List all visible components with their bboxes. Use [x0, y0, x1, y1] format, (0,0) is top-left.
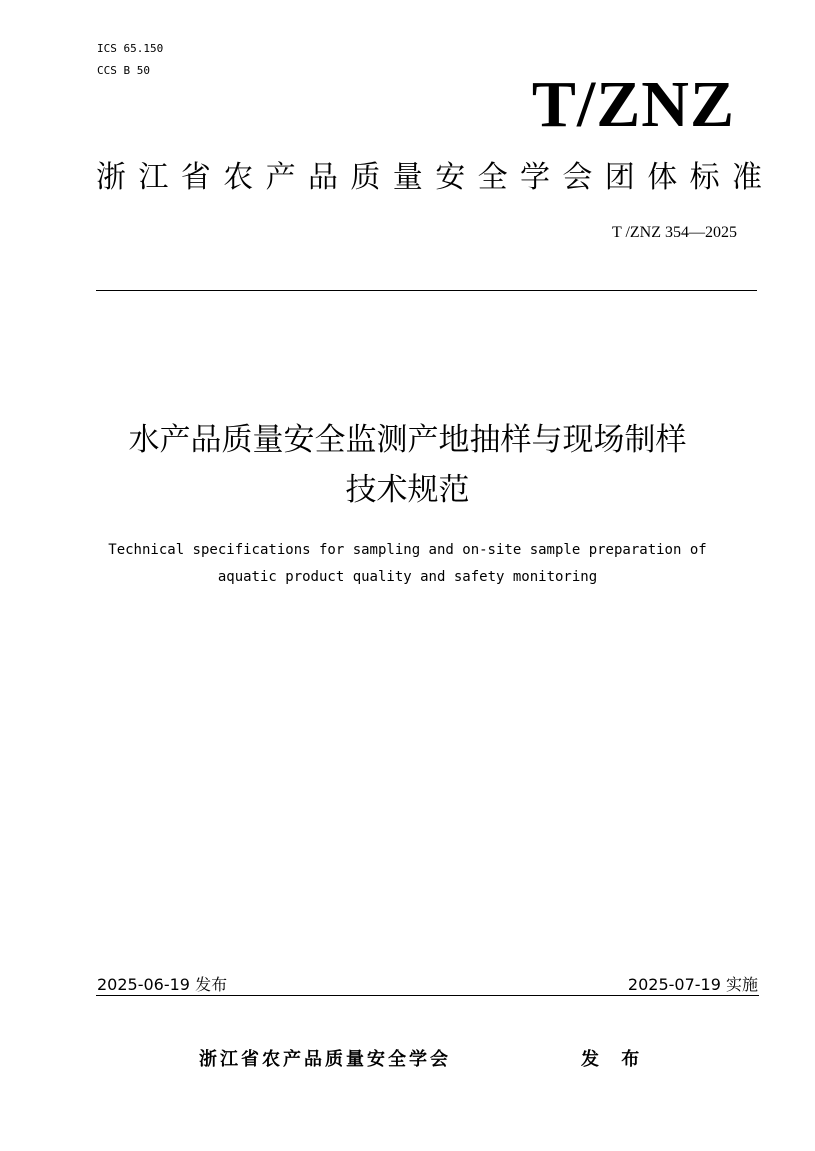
implementation-date: 2025-07-19 实施 [627, 975, 758, 994]
publish-label: 发 布 [581, 1049, 648, 1070]
standard-number: T /ZNZ 354—2025 [611, 224, 737, 241]
english-title-line-1: Technical specifications for sampling and on-site sample preparation of [108, 542, 707, 558]
standard-logo: T/ZNZ [531, 68, 735, 141]
organization-standard-title: 浙江省农产品质量安全学会团体标准 [96, 160, 762, 195]
chinese-title-line-1: 水产品质量安全监测产地抽样与现场制样 [128, 422, 687, 458]
english-title-line-2: aquatic product quality and safety monitoring [217, 569, 598, 585]
publisher-name: 浙江省农产品质量安全学会 [199, 1049, 451, 1070]
issue-date: 2025-06-19 发布 [97, 975, 228, 994]
top-divider [96, 290, 757, 291]
ccs-code: CCS B 50 [97, 64, 150, 77]
ics-code: ICS 65.150 [97, 42, 164, 55]
bottom-divider [96, 995, 759, 996]
chinese-title-line-2: 技术规范 [345, 472, 470, 508]
